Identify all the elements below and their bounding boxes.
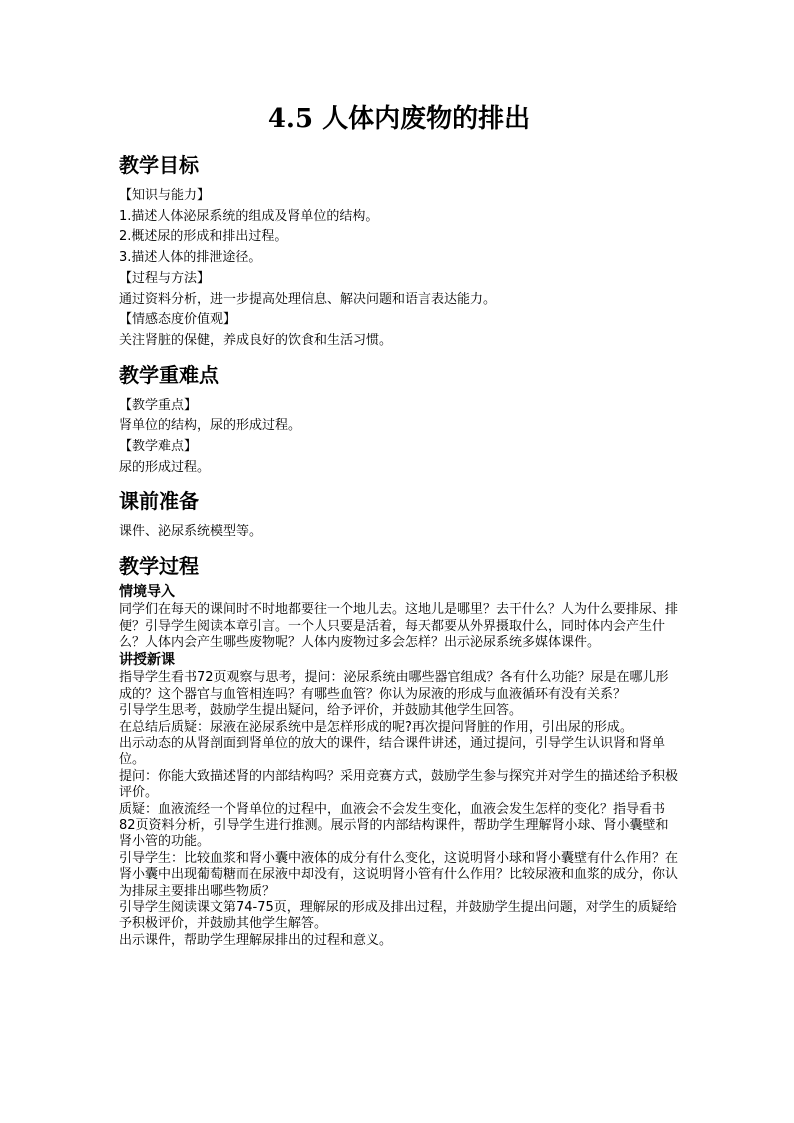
document-title: 4.5 人体内废物的排出 <box>267 104 531 134</box>
section-heading-preparation: 课前准备 <box>119 489 199 514</box>
attitude-label: 【情感态度价值观】 <box>119 312 237 328</box>
knowledge-item-1: 1.描述人体泌尿系统的组成及肾单位的结构。 <box>119 208 379 224</box>
process-method-text: 通过资料分析，进一步提高处理信息、解决问题和语言表达能力。 <box>119 291 497 307</box>
section-heading-objectives: 教学目标 <box>119 153 199 177</box>
section-heading-key-points: 教学重难点 <box>119 362 219 387</box>
difficulty-label: 【教学难点】 <box>119 439 198 455</box>
lesson-paragraph: 引导学生：比较血浆和肾小囊中液体的成分有什么变化，这说明肾小球和肾小囊壁有什么作用？在肾小囊中出现葡萄糖而在尿液中却没有，这说明肾小管有什么作用？比较尿液和血浆的成分，你认为排尿主要排出哪些物质？ <box>119 850 679 899</box>
knowledge-item-3: 3.描述人体的排泄途径。 <box>119 250 262 266</box>
key-label: 【教学重点】 <box>119 397 198 413</box>
knowledge-label: 【知识与能力】 <box>119 188 211 203</box>
lesson-paragraph: 引导学生阅读课文第74-75页，理解尿的形成及排出过程，并鼓励学生提出问题，对学生的质疑给予积极评价，并鼓励其他学生解答。 <box>119 900 677 932</box>
preparation-text: 课件、泌尿系统模型等。 <box>119 524 263 540</box>
lesson-paragraph: 出示动态的从肾剖面到肾单位的放大的课件，结合课件讲述，通过提问，引导学生认识肾和肾单位。 <box>119 735 666 768</box>
new-lesson-heading: 讲授新课 <box>119 652 175 669</box>
section-heading-process: 教学过程 <box>119 554 199 579</box>
lesson-paragraph: 指导学生看书72页观察与思考，提问：泌尿系统由哪些器官组成？各有什么功能？尿是在哪儿形成的？这个器官与血管相连吗？有哪些血管？你认为尿液的形成与血液循环有没有关系？ <box>119 670 669 702</box>
lesson-paragraph: 在总结后质疑：尿液在泌尿系统中是怎样形成的呢?再次提问肾脏的作用，引出尿的形成。 <box>119 719 633 735</box>
lesson-paragraph: 提问：你能大致描述肾的内部结构吗？采用竞赛方式，鼓励学生参与探究并对学生的描述给予积极评价。 <box>119 768 679 801</box>
lesson-paragraph: 出示课件，帮助学生理解尿排出的过程和意义。 <box>119 932 393 948</box>
lesson-paragraph: 质疑：血液流经一个肾单位的过程中，血液会不会发生变化，血液会发生怎样的变化？指导看书82页资料分析，引导学生进行推测。展示肾的内部结构课件，帮助学生理解肾小球、肾小囊壁和肾小管的功能。 <box>119 801 669 850</box>
difficulty-text: 尿的形成过程。 <box>119 459 211 475</box>
intro-text: 同学们在每天的课间时不时地都要往一个地儿去。这地儿是哪里？去干什么？人为什么要排尿、排便？引导学生阅读本章引言。一个人只要是活着，每天都要从外界摄取什么，同时体内会产生什么？人体内会产生哪些废物呢？人体内废物过多会怎样？出示泌尿系统多媒体课件。 <box>119 602 679 650</box>
lesson-paragraph: 引导学生思考，鼓励学生提出疑问，给予评价，并鼓励其他学生回答。 <box>119 703 523 719</box>
knowledge-item-2: 2.概述尿的形成和排出过程。 <box>119 229 288 245</box>
attitude-text: 关注肾脏的保健，养成良好的饮食和生活习惯。 <box>119 332 393 348</box>
key-text: 肾单位的结构，尿的形成过程。 <box>119 418 302 434</box>
intro-heading: 情境导入 <box>119 584 175 601</box>
process-method-label: 【过程与方法】 <box>119 270 211 286</box>
